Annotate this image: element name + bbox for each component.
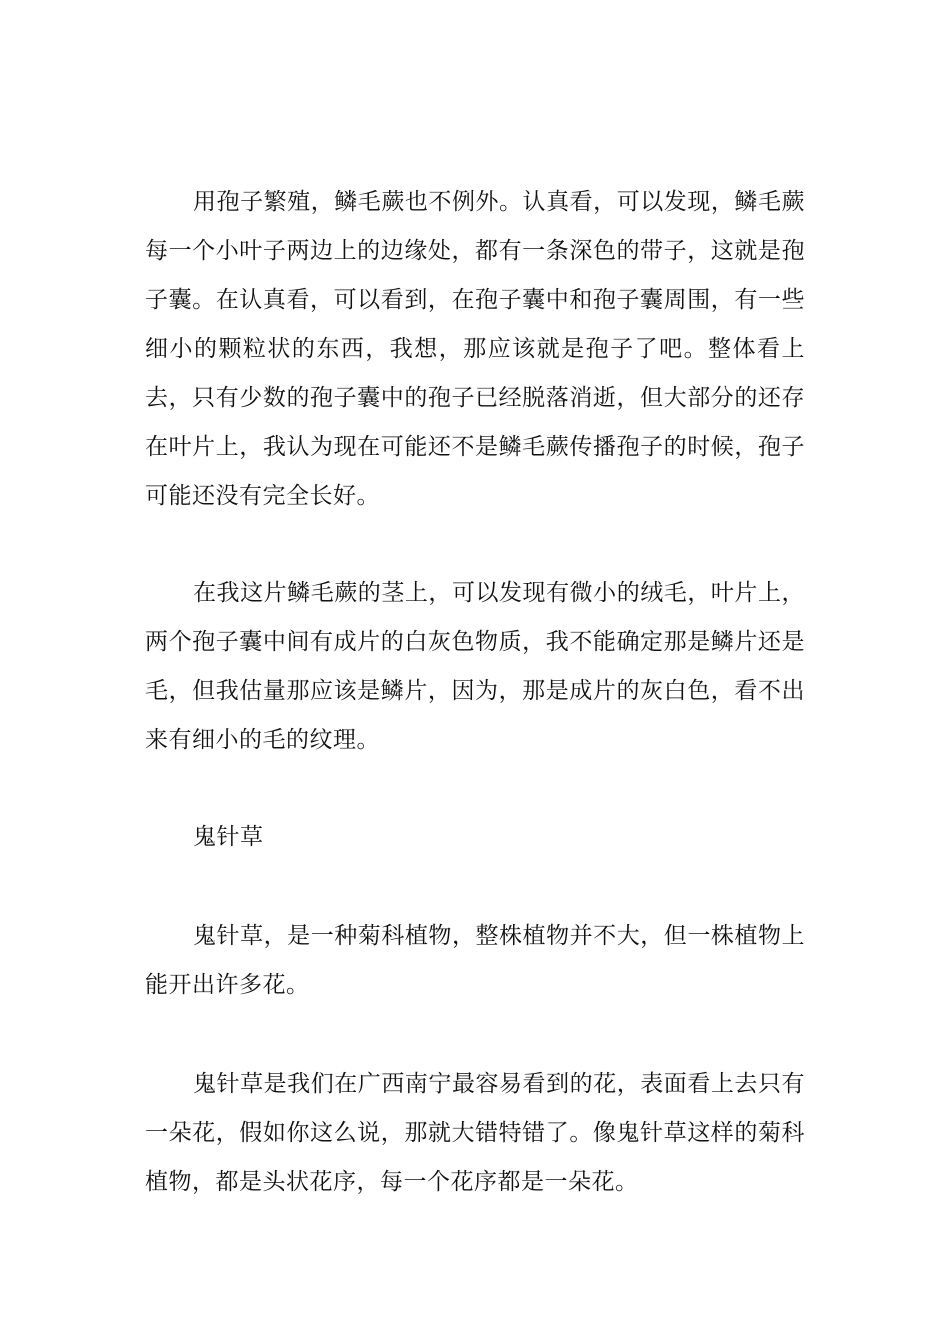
paragraph-gap	[145, 862, 805, 912]
paragraph-bidens-intro: 鬼针草，是一种菊科植物，整株植物并不大，但一株植物上能开出许多花。	[145, 923, 805, 998]
paragraph-stem-scales: 在我这片鳞毛蕨的茎上，可以发现有微小的绒毛，叶片上，两个孢子囊中间有成片的白灰色物质，我不能确定那是鳞片还是毛，但我估量那应该是鳞片，因为，那是成片的灰白色，看不出来有细小的毛的纹理。	[145, 580, 805, 753]
document-body	[145, 178, 805, 1207]
paragraph-spores: 用孢子繁殖，鳞毛蕨也不例外。认真看，可以发现，鳞毛蕨每一个小叶子两边上的边缘处，都有一条深色的带子，这就是孢子囊。在认真看，可以看到，在孢子囊中和孢子囊周围，有一些细小的颗粒状的东西，我想，那应该就是孢子了吧。整体看上去，只有少数的孢子囊中的孢子已经脱落消逝，但大部分的还存在叶片上，我认为现在可能还不是鳞毛蕨传播孢子的时候，孢子可能还没有完全长好。	[145, 189, 805, 509]
paragraph-gap	[145, 765, 805, 813]
paragraph-gap	[145, 521, 805, 569]
section-heading-bidens: 鬼针草	[193, 824, 264, 850]
paragraph-bidens-flowers: 鬼针草是我们在广西南宁最容易看到的花，表面看上去只有一朵花，假如你这么说，那就大错特错了。像鬼针草这样的菊科植物，都是头状花序，每一个花序都是一朵花。	[145, 1071, 805, 1195]
paragraph-gap	[145, 1010, 805, 1060]
